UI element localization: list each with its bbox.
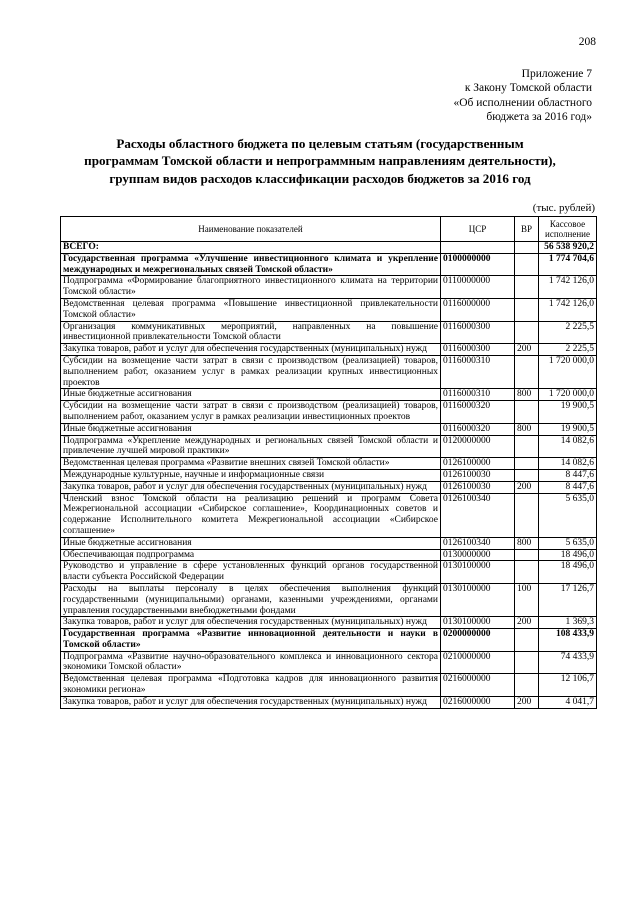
row-name-cell: Организация коммуникативных мероприятий, направленных на повышение инвестиционной привлекательности Томской области	[61, 321, 441, 344]
header-name: Наименование показателей	[61, 217, 441, 242]
row-vr-cell: 200	[515, 617, 539, 629]
row-amount-cell: 1 742 126,0	[539, 298, 597, 321]
row-vr-cell	[515, 674, 539, 697]
table-row	[61, 253, 597, 276]
table-row	[61, 458, 597, 470]
appendix-line: «Об исполнении областного	[453, 96, 592, 109]
table-row	[61, 321, 597, 344]
row-csr-cell: 0120000000	[441, 435, 515, 458]
row-amount-cell: 2 225,5	[539, 344, 597, 356]
row-csr-cell: 0126100340	[441, 537, 515, 549]
units-label: (тыс. рублей)	[532, 202, 595, 214]
table-row	[61, 344, 597, 356]
appendix-line: к Закону Томской области	[464, 82, 592, 95]
row-amount-cell: 74 433,9	[539, 651, 597, 674]
row-csr-cell: 0116000320	[441, 423, 515, 435]
table-row	[61, 423, 597, 435]
row-vr-cell: 800	[515, 389, 539, 401]
row-amount-cell: 14 082,6	[539, 435, 597, 458]
table-row	[61, 242, 597, 254]
table-row	[61, 481, 597, 493]
row-amount-cell: 2 225,5	[539, 321, 597, 344]
row-vr-cell	[515, 253, 539, 276]
row-csr-cell: 0116000310	[441, 389, 515, 401]
header-csr: ЦСР	[441, 217, 515, 242]
row-vr-cell	[515, 298, 539, 321]
row-csr-cell: 0116000320	[441, 401, 515, 424]
row-vr-cell	[515, 651, 539, 674]
expenditure-table	[60, 216, 597, 709]
row-vr-cell	[515, 549, 539, 561]
row-name-cell: Расходы на выплаты персоналу в целях обеспечения выполнения функций государственными (муниципальными) органами, казенными учреждениями, органами управления государственными внебюджетными фондами	[61, 583, 441, 616]
row-amount-cell: 19 900,5	[539, 423, 597, 435]
row-csr-cell: 0126100030	[441, 481, 515, 493]
row-name-cell: Иные бюджетные ассигнования	[61, 389, 441, 401]
title-line: группам видов расходов классификации расходов бюджетов за 2016 год	[109, 170, 531, 186]
row-name-cell: Членский взнос Томской области на реализацию решений и программ Совета Межрегиональной ассоциации «Сибирское соглашение», Координационных советов и содержание Исполнительного комитета Межрегиональной ассоциации «Сибирское соглашение»	[61, 493, 441, 537]
row-amount-cell: 5 635,0	[539, 493, 597, 537]
table-row	[61, 469, 597, 481]
row-amount-cell: 1 774 704,6	[539, 253, 597, 276]
header-amount: Кассовое исполнение	[539, 217, 597, 242]
row-vr-cell: 200	[515, 696, 539, 708]
table-row	[61, 493, 597, 537]
row-vr-cell: 200	[515, 344, 539, 356]
row-name-cell: ВСЕГО:	[61, 242, 441, 254]
header-vr: ВР	[515, 217, 539, 242]
row-amount-cell: 18 496,0	[539, 549, 597, 561]
row-vr-cell	[515, 401, 539, 424]
row-amount-cell: 1 720 000,0	[539, 389, 597, 401]
row-vr-cell: 100	[515, 583, 539, 616]
row-name-cell: Государственная программа «Развитие инновационной деятельности и науки в Томской области»	[61, 629, 441, 652]
appendix-heading	[454, 67, 593, 124]
table-row	[61, 629, 597, 652]
row-amount-cell: 5 635,0	[539, 537, 597, 549]
page-number: 208	[578, 36, 596, 48]
row-name-cell: Обеспечивающая подпрограмма	[61, 549, 441, 561]
row-csr-cell: 0130000000	[441, 549, 515, 561]
row-csr-cell: 0216000000	[441, 674, 515, 697]
row-csr-cell: 0126100340	[441, 493, 515, 537]
table-row	[61, 401, 597, 424]
row-name-cell: Иные бюджетные ассигнования	[61, 537, 441, 549]
row-csr-cell: 0116000000	[441, 298, 515, 321]
table-row	[61, 583, 597, 616]
row-csr-cell: 0116000310	[441, 355, 515, 388]
row-name-cell: Ведомственная целевая программа «Развитие внешних связей Томской области»	[61, 458, 441, 470]
appendix-line: бюджета за 2016 год»	[486, 110, 592, 123]
row-name-cell: Подпрограмма «Укрепление международных и региональных связей Томской области и привлечение лучшей мировой практики»	[61, 435, 441, 458]
row-name-cell: Подпрограмма «Формирование благоприятного инвестиционного климата на территории Томской области»	[61, 276, 441, 299]
row-csr-cell: 0110000000	[441, 276, 515, 299]
row-csr-cell: 0116000300	[441, 321, 515, 344]
row-name-cell: Закупка товаров, работ и услуг для обеспечения государственных (муниципальных) нужд	[61, 344, 441, 356]
table-row	[61, 537, 597, 549]
row-vr-cell: 200	[515, 481, 539, 493]
row-vr-cell	[515, 469, 539, 481]
row-vr-cell	[515, 276, 539, 299]
row-name-cell: Руководство и управление в сфере установленных функций органов государственной власти субъекта Российской Федерации	[61, 561, 441, 584]
row-amount-cell: 56 538 920,2	[539, 242, 597, 254]
row-name-cell: Закупка товаров, работ и услуг для обеспечения государственных (муниципальных) нужд	[61, 696, 441, 708]
row-csr-cell: 0100000000	[441, 253, 515, 276]
row-csr-cell: 0216000000	[441, 696, 515, 708]
table-row	[61, 435, 597, 458]
table-body	[61, 242, 597, 709]
row-name-cell: Субсидии на возмещение части затрат в связи с производством (реализацией) товаров, выполнением работ, оказанием услуг в рамках реализации инвестиционных проектов	[61, 401, 441, 424]
table-row	[61, 617, 597, 629]
row-vr-cell	[515, 493, 539, 537]
row-amount-cell: 8 447,6	[539, 469, 597, 481]
table-row	[61, 696, 597, 708]
row-csr-cell: 0126100030	[441, 469, 515, 481]
table-row	[61, 389, 597, 401]
row-amount-cell: 8 447,6	[539, 481, 597, 493]
row-amount-cell: 1 720 000,0	[539, 355, 597, 388]
row-vr-cell: 800	[515, 537, 539, 549]
title-line: программам Томской области и непрограммным направлениям деятельности),	[84, 153, 556, 169]
row-vr-cell	[515, 458, 539, 470]
row-csr-cell: 0126100000	[441, 458, 515, 470]
row-name-cell: Международные культурные, научные и информационные связи	[61, 469, 441, 481]
row-csr-cell: 0130100000	[441, 561, 515, 584]
table-row	[61, 298, 597, 321]
row-amount-cell: 18 496,0	[539, 561, 597, 584]
row-vr-cell: 800	[515, 423, 539, 435]
row-vr-cell	[515, 561, 539, 584]
row-csr-cell: 0210000000	[441, 651, 515, 674]
row-amount-cell: 17 126,7	[539, 583, 597, 616]
row-amount-cell: 12 106,7	[539, 674, 597, 697]
table-row	[61, 355, 597, 388]
row-name-cell: Государственная программа «Улучшение инвестиционного климата и укрепление международных и межрегиональных связей Томской области»	[61, 253, 441, 276]
row-amount-cell: 14 082,6	[539, 458, 597, 470]
row-name-cell: Закупка товаров, работ и услуг для обеспечения государственных (муниципальных) нужд	[61, 617, 441, 629]
row-name-cell: Иные бюджетные ассигнования	[61, 423, 441, 435]
table-row	[61, 276, 597, 299]
row-amount-cell: 1 742 126,0	[539, 276, 597, 299]
row-amount-cell: 1 369,3	[539, 617, 597, 629]
appendix-line: Приложение 7	[521, 68, 592, 80]
row-amount-cell: 4 041,7	[539, 696, 597, 708]
row-name-cell: Подпрограмма «Развитие научно-образовательного комплекса и инновационного сектора экономики Томской области»	[61, 651, 441, 674]
document-title	[40, 135, 600, 187]
table-header-row	[61, 217, 597, 242]
table-row	[61, 561, 597, 584]
row-vr-cell	[515, 321, 539, 344]
row-amount-cell: 19 900,5	[539, 401, 597, 424]
row-amount-cell: 108 433,9	[539, 629, 597, 652]
title-line: Расходы областного бюджета по целевым статьям (государственным	[116, 136, 524, 151]
row-name-cell: Ведомственная целевая программа «Подготовка кадров для инновационного развития экономики региона»	[61, 674, 441, 697]
row-csr-cell: 0130100000	[441, 583, 515, 616]
row-csr-cell: 0130100000	[441, 617, 515, 629]
table-row	[61, 651, 597, 674]
table-row	[61, 549, 597, 561]
row-csr-cell	[441, 242, 515, 254]
row-name-cell: Ведомственная целевая программа «Повышение инвестиционной привлекательности Томской области»	[61, 298, 441, 321]
row-csr-cell: 0200000000	[441, 629, 515, 652]
row-vr-cell	[515, 435, 539, 458]
row-name-cell: Закупка товаров, работ и услуг для обеспечения государственных (муниципальных) нужд	[61, 481, 441, 493]
row-vr-cell	[515, 629, 539, 652]
row-vr-cell	[515, 242, 539, 254]
row-vr-cell	[515, 355, 539, 388]
row-csr-cell: 0116000300	[441, 344, 515, 356]
table-row	[61, 674, 597, 697]
row-name-cell: Субсидии на возмещение части затрат в связи с производством (реализацией) товаров, выполнением работ, оказанием услуг в рамках реализации крупных инвестиционных проектов	[61, 355, 441, 388]
